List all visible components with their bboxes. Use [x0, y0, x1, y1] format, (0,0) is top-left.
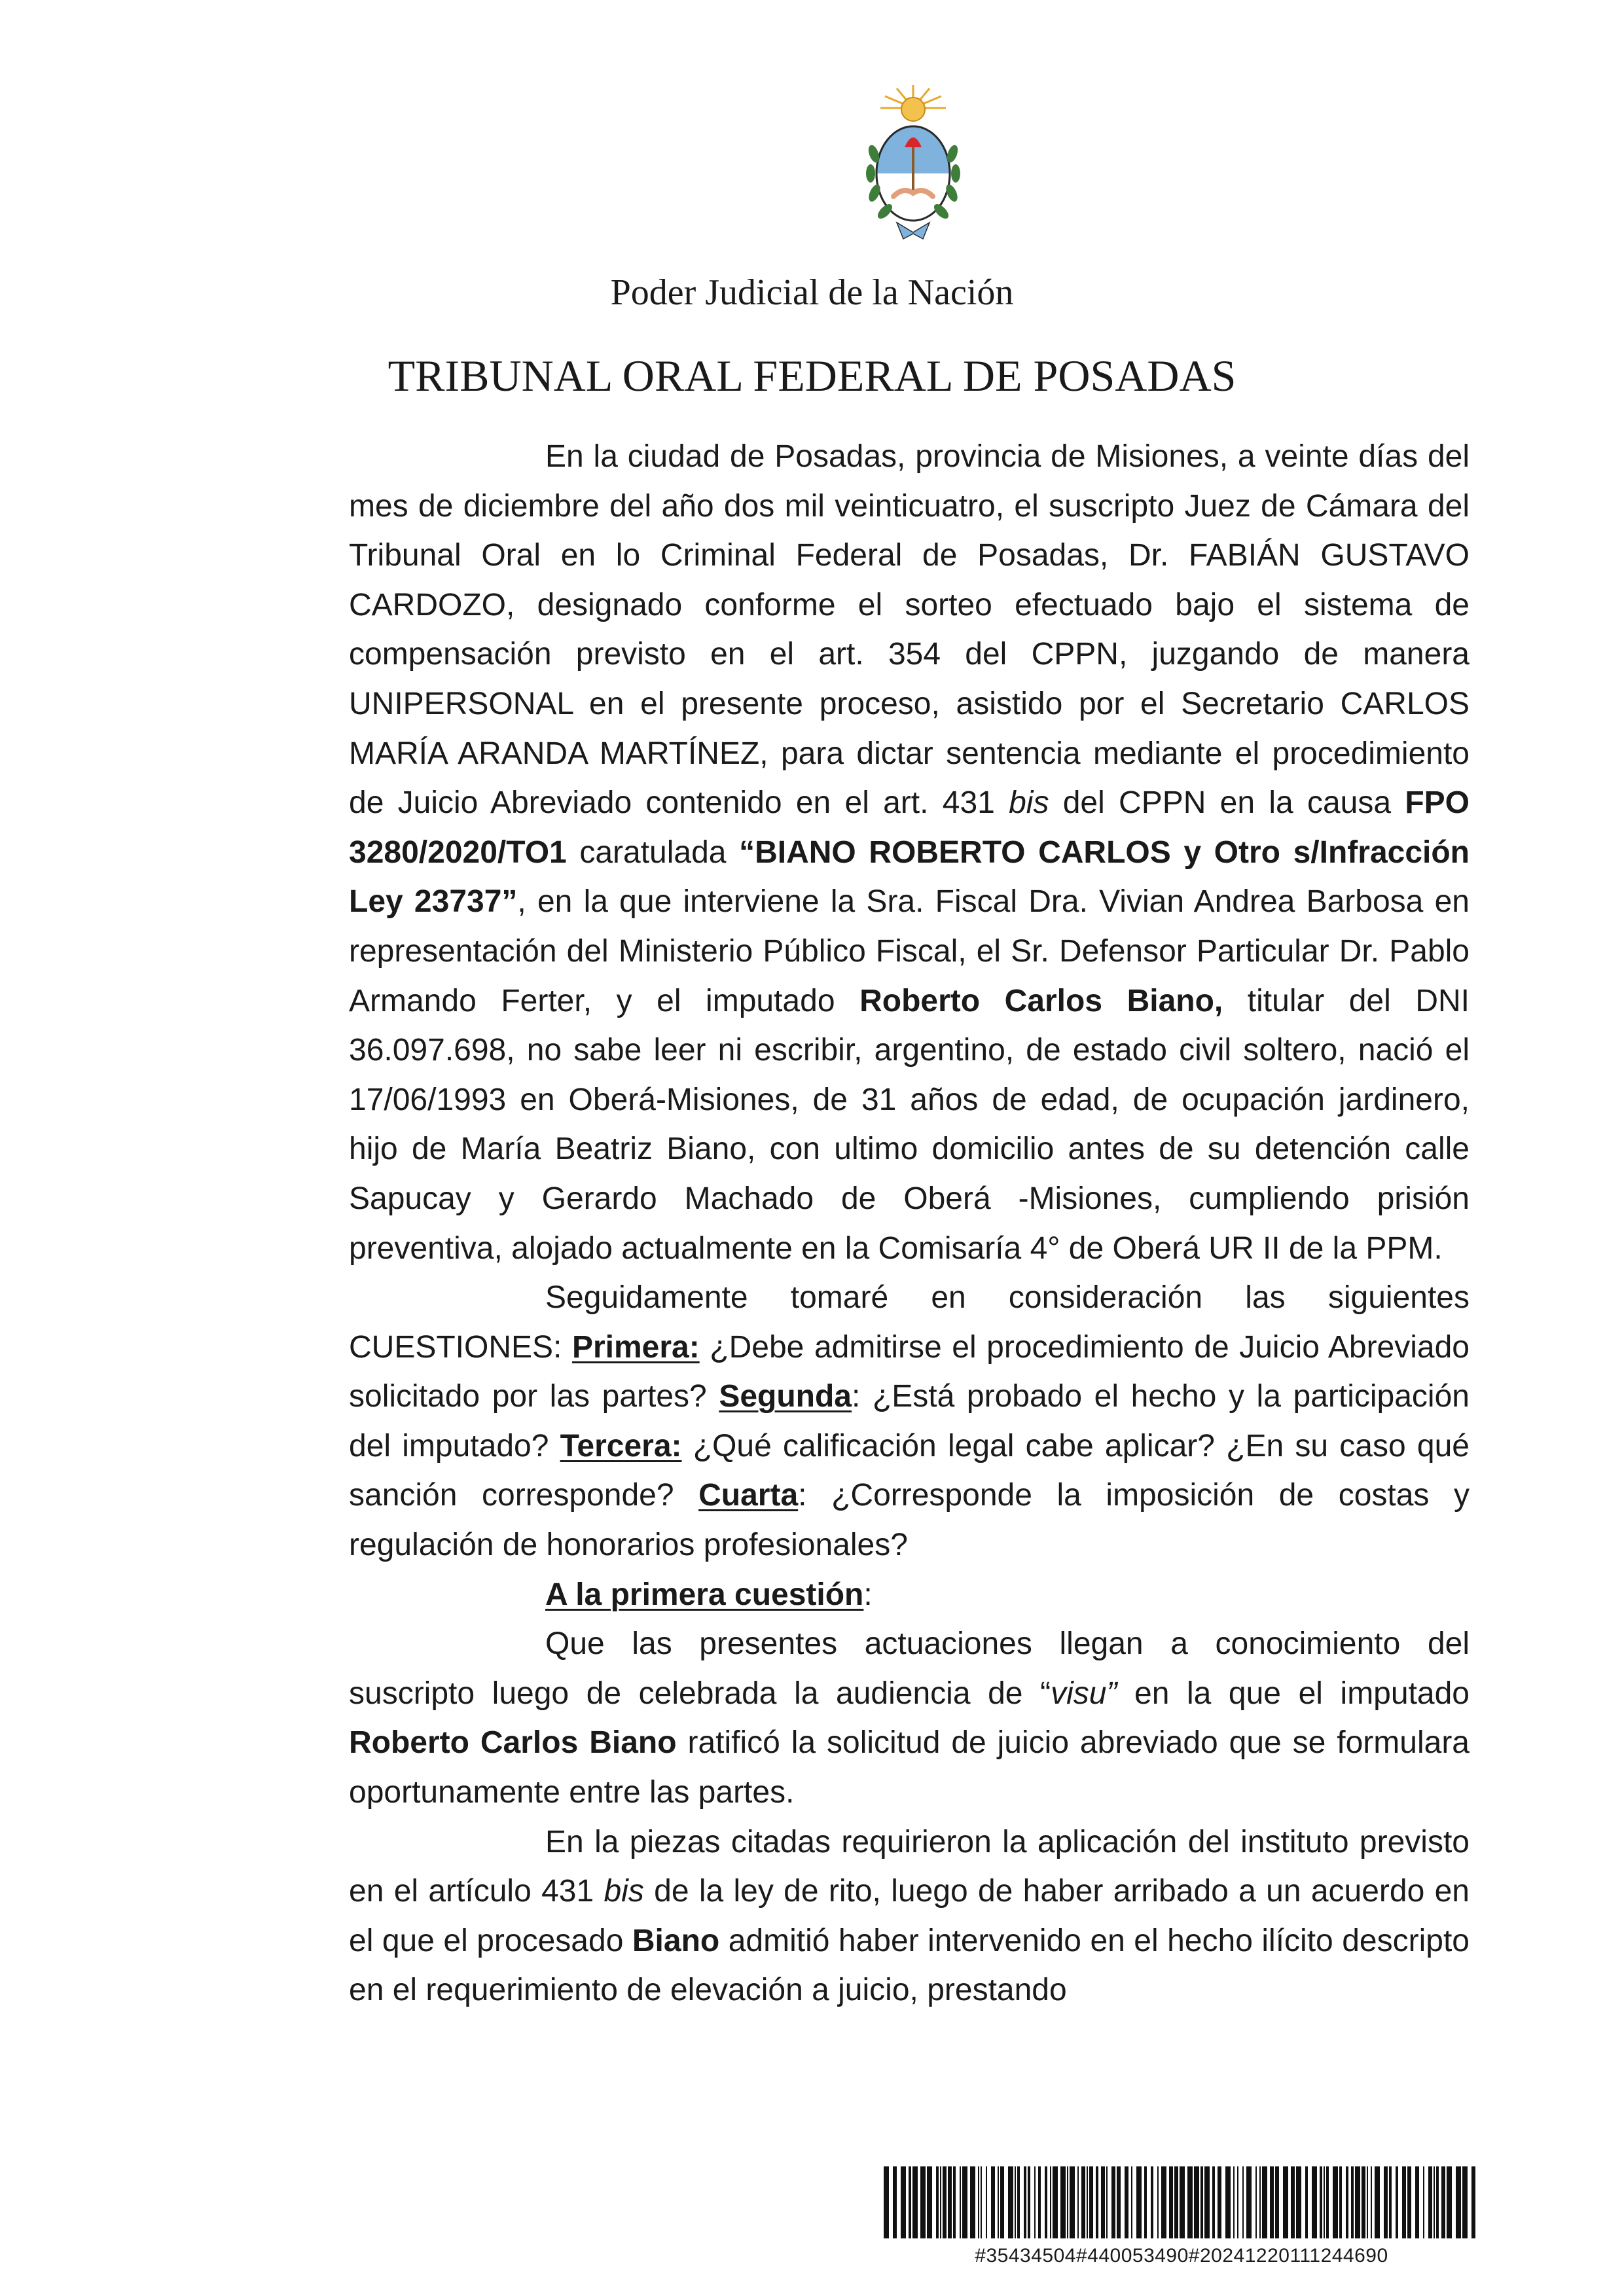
barcode-bar — [1050, 2166, 1051, 2238]
question-label-second: Segunda — [719, 1379, 852, 1414]
paragraph-agreement — [349, 1818, 1470, 2015]
barcode-bar — [1169, 2166, 1173, 2238]
barcode-bar — [1407, 2166, 1411, 2238]
text-segment: : — [863, 1577, 873, 1612]
barcode-bar — [1204, 2166, 1210, 2238]
paragraph-opening — [349, 432, 1470, 1273]
italic-term: bis — [604, 1874, 644, 1909]
barcode-bar — [1436, 2166, 1439, 2238]
barcode-bar — [1389, 2166, 1392, 2238]
barcode-bar — [1136, 2166, 1142, 2238]
question-label-third: Tercera: — [560, 1428, 682, 1463]
italic-term: visu” — [1051, 1676, 1117, 1711]
barcode-bar — [1351, 2166, 1354, 2238]
barcode-bar — [1233, 2166, 1235, 2238]
barcode-bar — [1324, 2166, 1325, 2238]
section-heading-text: A la primera cuestión — [545, 1577, 864, 1612]
barcode-bar — [1038, 2166, 1041, 2238]
barcode-bar — [1375, 2166, 1380, 2238]
barcode-bar — [1070, 2166, 1075, 2238]
barcode-bar — [1428, 2166, 1432, 2238]
barcode-bar — [1194, 2166, 1199, 2238]
text-segment: Que las presentes actuaciones llegan a conocimiento del suscripto luego de celebrada la audiencia de “ — [349, 1626, 1470, 1711]
barcode-bar — [1423, 2166, 1424, 2238]
barcode-bar — [1434, 2166, 1435, 2238]
barcode-bar — [1275, 2166, 1279, 2238]
barcode-bar — [1024, 2166, 1026, 2238]
barcode-bar — [1045, 2166, 1047, 2238]
barcode-bar — [953, 2166, 956, 2238]
barcode-bar — [1471, 2166, 1475, 2238]
barcode-bar — [1283, 2166, 1288, 2238]
defendant-name: Roberto Carlos Biano, — [859, 983, 1223, 1018]
barcode-bar — [1237, 2166, 1238, 2238]
barcode-bar — [1161, 2166, 1166, 2238]
barcode-bar — [1362, 2166, 1365, 2238]
barcode-bar — [1456, 2166, 1461, 2238]
barcode-bar — [1396, 2166, 1398, 2238]
barcode-bar — [1151, 2166, 1153, 2238]
barcode-bar — [1053, 2166, 1058, 2238]
barcode-bar — [909, 2166, 911, 2238]
barcode-bar — [1218, 2166, 1221, 2238]
barcode-bar — [1015, 2166, 1016, 2238]
barcode-bar — [1246, 2166, 1252, 2238]
paragraph-hearing — [349, 1619, 1470, 1817]
barcode-bar — [1462, 2166, 1468, 2238]
barcode-bar — [920, 2166, 926, 2238]
barcode-number: #35434504#440053490#20241220111244690 — [975, 2245, 1388, 2267]
barcode-bar — [1212, 2166, 1215, 2238]
barcode-bar — [1067, 2166, 1068, 2238]
question-label-first: Primera: — [571, 1329, 700, 1365]
text-segment: ¿Qué calificación legal cabe aplicar? ¿En su caso qué sanción corresponde? — [349, 1428, 1470, 1513]
section-heading — [349, 1570, 1470, 1620]
text-segment: ratificó la solicitud de juicio abreviado que se formulara oportunamente entre las partes. — [349, 1725, 1470, 1810]
barcode-bar — [927, 2166, 932, 2238]
barcode-bar — [1259, 2166, 1261, 2238]
text-segment: Seguidamente tomaré en consideración las siguientes CUESTIONES: — [349, 1280, 1470, 1365]
text-segment: , en la que interviene la Sra. Fiscal Dra. Vivian Andrea Barbosa en representación del Ministerio Público Fiscal, el Sr. Defensor Particular Dr. Pablo Armando Ferter, y el imputado — [349, 884, 1470, 1018]
question-label-fourth: Cuarta — [698, 1478, 799, 1513]
text-segment: en la que el imputado — [1117, 1676, 1470, 1711]
barcode-bar — [1225, 2166, 1231, 2238]
barcode-bar — [1242, 2166, 1244, 2238]
barcode-bar — [1131, 2166, 1132, 2238]
barcode-bar — [1305, 2166, 1308, 2238]
barcode-bar — [1326, 2166, 1329, 2238]
paragraph-questions — [349, 1273, 1470, 1570]
barcode-bar — [1296, 2166, 1301, 2238]
barcode-bar — [1441, 2166, 1445, 2238]
barcode-bar — [1000, 2166, 1004, 2238]
barcode-bar — [1371, 2166, 1372, 2238]
barcode-bar — [986, 2166, 987, 2238]
barcode-bar — [1384, 2166, 1388, 2238]
barcode-bar — [1101, 2166, 1105, 2238]
barcode-bar — [1339, 2166, 1342, 2238]
text-segment: En la piezas citadas requirieron la aplicación del instituto previsto en el artículo 431 — [349, 1824, 1470, 1909]
barcode-bar — [893, 2166, 897, 2238]
barcode-bar — [981, 2166, 982, 2238]
defendant-surname: Biano — [632, 1923, 720, 1958]
barcode-bar — [1187, 2166, 1193, 2238]
barcode-bar — [1367, 2166, 1368, 2238]
barcode-bar — [1077, 2166, 1079, 2238]
text-segment: admitió haber intervenido en el hecho ilícito descripto en el requerimiento de elevación a juicio, prestando — [349, 1923, 1470, 2008]
text-segment: caratulada — [566, 834, 740, 870]
barcode-bar — [1096, 2166, 1098, 2238]
barcode-bar — [1089, 2166, 1093, 2238]
barcode-bar — [960, 2166, 961, 2238]
barcode-bar — [1081, 2166, 1085, 2238]
barcode-bar — [1312, 2166, 1317, 2238]
document-body — [349, 432, 1470, 2015]
text-segment: En la ciudad de Posadas, provincia de Misiones, a veinte días del mes de diciembre del año dos mil veinticuatro, el suscripto Juez de Cámara del Tribunal Oral en lo Criminal Federal de Posadas, Dr. FABIÁN GUSTAVO CARDOZO, designado conforme el sorteo efectuado bajo el sistema de compensación previsto en el art. 354 del CPPN, juzgando de manera UNIPERSONAL en el presente proceso, asistido por el Secretario CARLOS MARÍA ARANDA MARTÍNEZ, para dictar sentencia mediante el procedimiento de Juicio Abreviado contenido en el art. 431 — [349, 439, 1470, 821]
text-segment: de la ley de rito, luego de haber arribado a un acuerdo en el que el procesado — [349, 1874, 1470, 1958]
barcode-bar — [940, 2166, 941, 2238]
barcode-bar — [936, 2166, 939, 2238]
barcode-bar — [1333, 2166, 1338, 2238]
document-barcode — [884, 2166, 1479, 2238]
institution-name: Poder Judicial de la Nación — [610, 272, 1014, 313]
defendant-name: Roberto Carlos Biano — [349, 1725, 677, 1761]
barcode-bar — [1125, 2166, 1128, 2238]
barcode-bar — [1117, 2166, 1121, 2238]
case-number: FPO 3280/2020/TO1 — [349, 785, 1470, 870]
court-title: TRIBUNAL ORAL FEDERAL DE POSADAS — [388, 351, 1236, 401]
barcode-bar — [1346, 2166, 1348, 2238]
text-segment: titular del DNI 36.097.698, no sabe leer ni escribir, argentino, de estado civil soltero, nació el 17/06/1993 en Oberá-Misiones, de 31 años de edad, de ocupación jardinero, hijo de María Beatriz Biano, con ultimo domicilio antes de su detención calle Sapucay y Gerardo Machado de Oberá -Misiones, cumpliendo prisión preventiva, alojado actualmente en la Comisaría 4° de Oberá UR II de la PPM. — [349, 983, 1470, 1266]
barcode-bar — [884, 2166, 889, 2238]
barcode-bar — [1106, 2166, 1108, 2238]
barcode-bar — [1008, 2166, 1013, 2238]
barcode-bar — [1060, 2166, 1066, 2238]
barcode-bar — [1180, 2166, 1185, 2238]
barcode-bar — [1157, 2166, 1159, 2238]
barcode-bar — [991, 2166, 995, 2238]
barcode-bar — [1415, 2166, 1419, 2238]
text-segment: ¿Debe admitirse el procedimiento de Juicio Abreviado solicitado por las partes? — [349, 1329, 1470, 1414]
national-coat-of-arms-seal — [857, 82, 969, 245]
barcode-bar — [962, 2166, 967, 2238]
text-segment: : ¿Corresponde la imposición de costas y regulación de honorarios profesionales? — [349, 1478, 1470, 1563]
barcode-bar — [1028, 2166, 1030, 2238]
barcode-bar — [1144, 2166, 1147, 2238]
barcode-bar — [970, 2166, 975, 2238]
barcode-bar — [978, 2166, 979, 2238]
barcode-bar — [901, 2166, 906, 2238]
barcode-bar — [948, 2166, 952, 2238]
barcode-bar — [1255, 2166, 1257, 2238]
barcode-bar — [912, 2166, 918, 2238]
barcode-bar — [1270, 2166, 1274, 2238]
italic-term: bis — [1009, 785, 1049, 821]
barcode-bar — [1200, 2166, 1203, 2238]
barcode-bar — [1355, 2166, 1360, 2238]
barcode-bar — [1017, 2166, 1020, 2238]
barcode-bar — [943, 2166, 947, 2238]
text-segment: : ¿Está probado el hecho y la participación del imputado? — [349, 1379, 1470, 1463]
barcode-bar — [1034, 2166, 1036, 2238]
barcode-bar — [1402, 2166, 1406, 2238]
barcode-bar — [1262, 2166, 1267, 2238]
barcode-bar — [998, 2166, 999, 2238]
text-segment: del CPPN en la causa — [1049, 785, 1405, 821]
barcode-bar — [1174, 2166, 1178, 2238]
barcode-bar — [1447, 2166, 1452, 2238]
barcode-bar — [1087, 2166, 1088, 2238]
case-title: “BIANO ROBERTO CARLOS y Otro s/Infracción Ley 23737” — [349, 834, 1470, 920]
barcode-bar — [1291, 2166, 1295, 2238]
barcode-bar — [1320, 2166, 1322, 2238]
barcode-bar — [1111, 2166, 1115, 2238]
